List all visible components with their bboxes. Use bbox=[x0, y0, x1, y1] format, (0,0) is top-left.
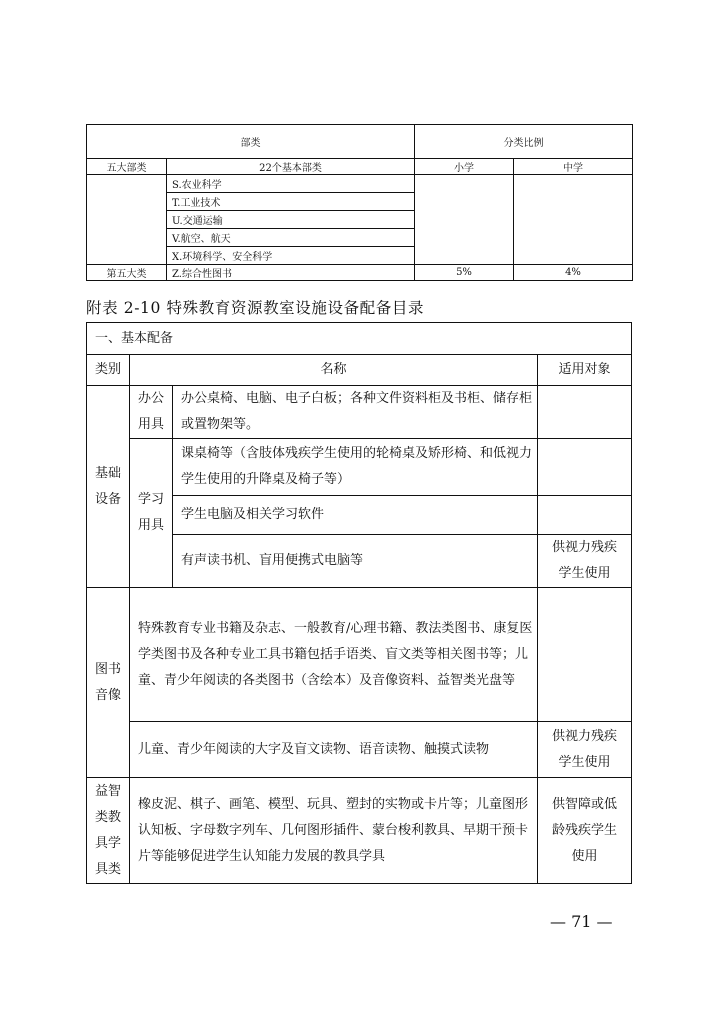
table-caption: 附表 2-10 特殊教育资源教室设施设备配备目录 bbox=[86, 299, 425, 317]
header-type: 类别 bbox=[87, 355, 130, 386]
toys-target: 供智障或低龄残疾学生使用 bbox=[538, 778, 632, 884]
category-toys bbox=[87, 778, 130, 884]
subcategory-study-label: 学习用具 bbox=[137, 492, 164, 533]
category-jichu-label: 基础设备 bbox=[94, 465, 121, 507]
last-category: 第五大类 bbox=[87, 265, 167, 281]
category-books bbox=[87, 588, 130, 778]
office-target bbox=[538, 386, 632, 439]
page-number: — 71 — bbox=[550, 912, 613, 931]
books-target-2: 供视力残疾学生使用 bbox=[538, 722, 632, 778]
category-cell-empty bbox=[87, 175, 167, 265]
col-primary: 小学 bbox=[415, 159, 514, 175]
study-target-2 bbox=[538, 496, 632, 535]
col-22-categories: 22个基本部类 bbox=[167, 159, 415, 175]
subcategory-office bbox=[130, 386, 173, 439]
section-title: 一、基本配备 bbox=[87, 323, 632, 355]
study-item-1: 课桌椅等（含肢体残疾学生使用的轮椅桌及矫形椅、和低视力学生使用的升降桌及椅子等） bbox=[173, 439, 538, 496]
last-middle: 4% bbox=[514, 265, 633, 281]
category-jichu bbox=[87, 386, 130, 588]
col-middle: 中学 bbox=[514, 159, 633, 175]
office-items: 办公桌椅、电脑、电子白板；各种文件资料柜及书柜、储存柜或置物架等。 bbox=[173, 386, 538, 439]
study-target-3: 供视力残疾学生使用 bbox=[538, 535, 632, 588]
item-s: S.农业科学 bbox=[167, 175, 415, 193]
study-target-1 bbox=[538, 439, 632, 496]
item-u: U.交通运输 bbox=[167, 211, 415, 229]
category-books-label: 图书音像 bbox=[94, 661, 121, 703]
equipment-table bbox=[86, 322, 632, 884]
classification-ratio-table bbox=[86, 124, 633, 281]
study-item-2: 学生电脑及相关学习软件 bbox=[173, 496, 538, 535]
subcategory-study bbox=[130, 439, 173, 588]
item-x: X.环境科学、安全科学 bbox=[167, 247, 415, 265]
middle-cell-empty bbox=[514, 175, 633, 265]
item-t: T.工业技术 bbox=[167, 193, 415, 211]
study-item-3: 有声读书机、盲用便携式电脑等 bbox=[173, 535, 538, 588]
header-name: 名称 bbox=[130, 355, 538, 386]
books-item-1: 特殊教育专业书籍及杂志、一般教育/心理书籍、教法类图书、康复医学类图书及各种专业工具书籍包括手语类、盲文类等相关图书等；儿童、青少年阅读的各类图书（含绘本）及音像资料、益智类光盘等 bbox=[130, 588, 538, 722]
header-target: 适用对象 bbox=[538, 355, 632, 386]
books-target-1 bbox=[538, 588, 632, 722]
last-primary: 5% bbox=[415, 265, 514, 281]
category-toys-label: 益智类教具学具类 bbox=[94, 783, 121, 877]
item-v: V.航空、航天 bbox=[167, 229, 415, 247]
books-item-2: 儿童、青少年阅读的大字及盲文读物、语音读物、触摸式读物 bbox=[130, 722, 538, 778]
header-ratio: 分类比例 bbox=[415, 125, 633, 159]
header-bulei: 部类 bbox=[87, 125, 415, 159]
item-z: Z.综合性图书 bbox=[167, 265, 415, 281]
col-five-categories: 五大部类 bbox=[87, 159, 167, 175]
toys-items: 橡皮泥、棋子、画笔、模型、玩具、塑封的实物或卡片等；儿童图形认知板、字母数字列车、几何图形插件、蒙台梭利教具、早期干预卡片等能够促进学生认知能力发展的教具学具 bbox=[130, 778, 538, 884]
subcategory-office-label: 办公用具 bbox=[137, 391, 164, 432]
primary-cell-empty bbox=[415, 175, 514, 265]
